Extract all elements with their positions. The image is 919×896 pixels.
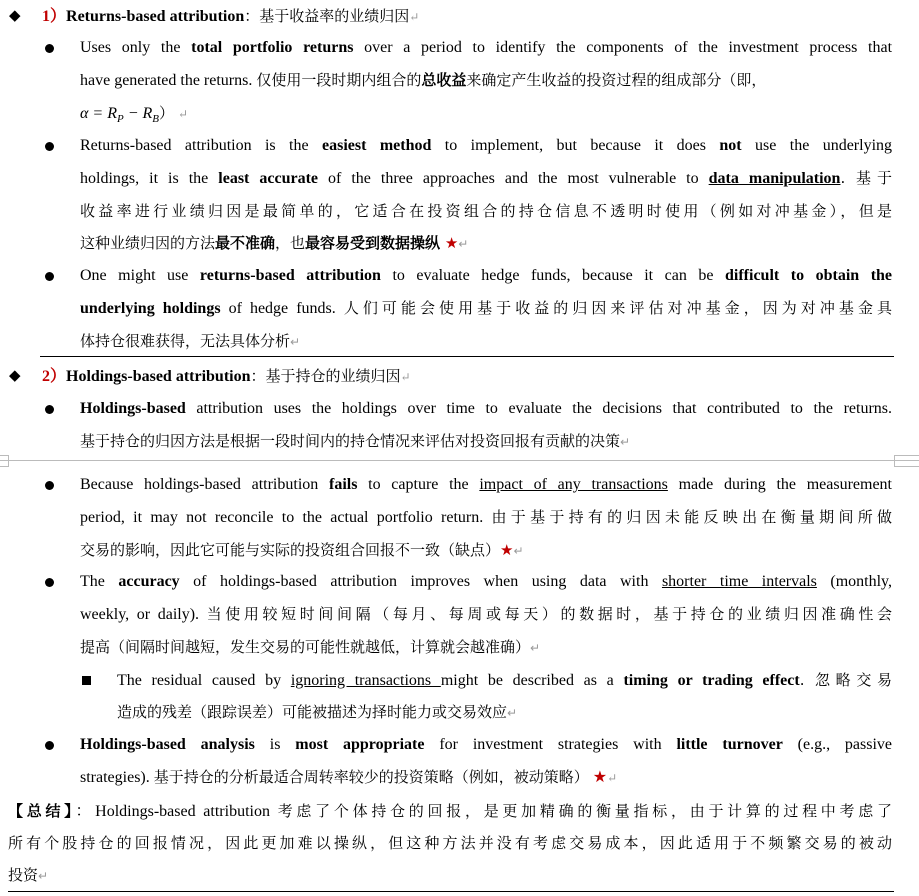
s1-b3-line3: 体持仓很难获得，无法具体分析↵ — [80, 332, 301, 350]
divider — [40, 356, 894, 357]
section-1-heading — [42, 6, 419, 27]
summary-line3: 投资↵ — [8, 866, 49, 884]
s2-b2-line2: period, it may not reconcile to the actual portfolio return. 由于基于持有的归因未能反映出在衡量期间所做 — [80, 508, 892, 526]
s2-b2-line1: Because holdings-based attribution fails to capture the impact of any transactions made during the measurement — [80, 476, 893, 493]
bullet-dot — [45, 405, 54, 414]
page-margin-marker-right — [894, 455, 919, 467]
s1-b2-line1: Returns-based attribution is the easiest method to implement, but because it does not use the underlying — [80, 137, 893, 154]
summary-label: 【总结】 — [8, 802, 76, 820]
bullet-dot — [45, 481, 54, 490]
summary-line2: 所有个股持仓的回报情况，因此更加难以操纵，但这种方法并没有考虑交易成本，因此适用于不频繁交易的被动 — [8, 834, 892, 852]
bullet-dot — [45, 578, 54, 587]
bullet-dot — [45, 44, 54, 53]
bullet-dot — [45, 142, 54, 151]
s2-sub-line1: The residual caused by ignoring transactions might be described as a timing or trading effect. 忽略交易 — [117, 671, 893, 689]
s1-b2-line4: 这种业绩归因的方法最不准确，也最容易受到数据操纵 ★↵ — [80, 234, 469, 252]
section-1-title-cn: ：基于收益率的业绩归因 — [244, 7, 410, 25]
s2-sub-line2: 造成的残差（跟踪误差）可能被描述为择时能力或交易效应↵ — [117, 703, 518, 721]
page-break — [0, 460, 919, 461]
s2-b1-line2: 基于持仓的归因方法是根据一段时间内的持仓情况来评估对投资回报有贡献的决策↵ — [80, 432, 631, 450]
s1-b1-line2: have generated the returns. 仅使用一段时期内组合的总收益来确定产生收益的投资过程的组成部分（即， — [80, 71, 767, 89]
s1-b2-line2: holdings, it is the least accurate of the three approaches and the most vulnerable to data manipulation. 基于 — [80, 169, 893, 187]
s2-b3-line3: 提高（间隔时间越短，发生交易的可能性就越低，计算就会越准确）↵ — [80, 638, 541, 656]
bullet-dot — [45, 741, 54, 750]
s1-b3-line1: One might use returns-based attribution to evaluate hedge funds, because it can be difficult to obtain the — [80, 267, 893, 284]
s1-b1-formula: $\alpha = R_P - R_B$） ↵ — [80, 104, 189, 126]
paragraph-mark: ↵ — [409, 10, 420, 24]
s2-b3-line1: The accuracy of holdings-based attribution improves when using data with shorter time intervals (monthly, — [80, 573, 893, 590]
bullet-dot — [45, 272, 54, 281]
section-1-bullet: ◆ — [9, 8, 21, 24]
s1-b3-line2: underlying holdings of hedge funds. 人们可能会使用基于收益的归因来评估对冲基金，因为对冲基金具 — [80, 299, 892, 317]
sub-bullet-square — [82, 676, 91, 685]
s1-b2-line3: 收益率进行业绩归因是最简单的，它适合在投资组合的持仓信息不透明时使用（例如对冲基金），但是 — [80, 202, 892, 220]
s2-b1-line1: Holdings-based attribution uses the holdings over time to evaluate the decisions that contributed to the returns. — [80, 400, 892, 417]
section-2-heading: 2）Holdings-based attribution：基于持仓的业绩归因↵ — [42, 367, 411, 385]
star-icon: ★ — [500, 541, 514, 559]
star-icon: ★ — [444, 234, 459, 252]
section-2-bullet: ◆ — [9, 368, 21, 384]
s1-b1-line1: Uses only the total portfolio returns over a period to identify the components of the investment process that — [80, 39, 893, 56]
s2-b3-line2: weekly, or daily). 当使用较短时间间隔（每月、每周或每天）的数据时，基于持仓的业绩归因准确性会 — [80, 605, 892, 623]
s2-b4-line1: Holdings-based analysis is most appropriate for investment strategies with little turnover (e.g., passive — [80, 736, 893, 753]
summary-line1: 【总结】：Holdings-based attribution 考虑了个体持仓的回报，是更加精确的衡量指标，由于计算的过程中考虑了 — [8, 802, 892, 820]
page-margin-marker-left — [0, 455, 9, 467]
star-icon: ★ — [592, 769, 608, 786]
section-1-title: Returns-based attribution — [66, 8, 245, 25]
section-1-number: 1） — [42, 8, 67, 25]
bottom-divider — [8, 891, 894, 892]
s2-b2-line3: 交易的影响，因此它可能与实际的投资组合回报不一致（缺点）★↵ — [80, 541, 524, 559]
s2-b4-line2: strategies). 基于持仓的分析最适合周转率较少的投资策略（例如，被动策略） ★↵ — [80, 768, 618, 786]
